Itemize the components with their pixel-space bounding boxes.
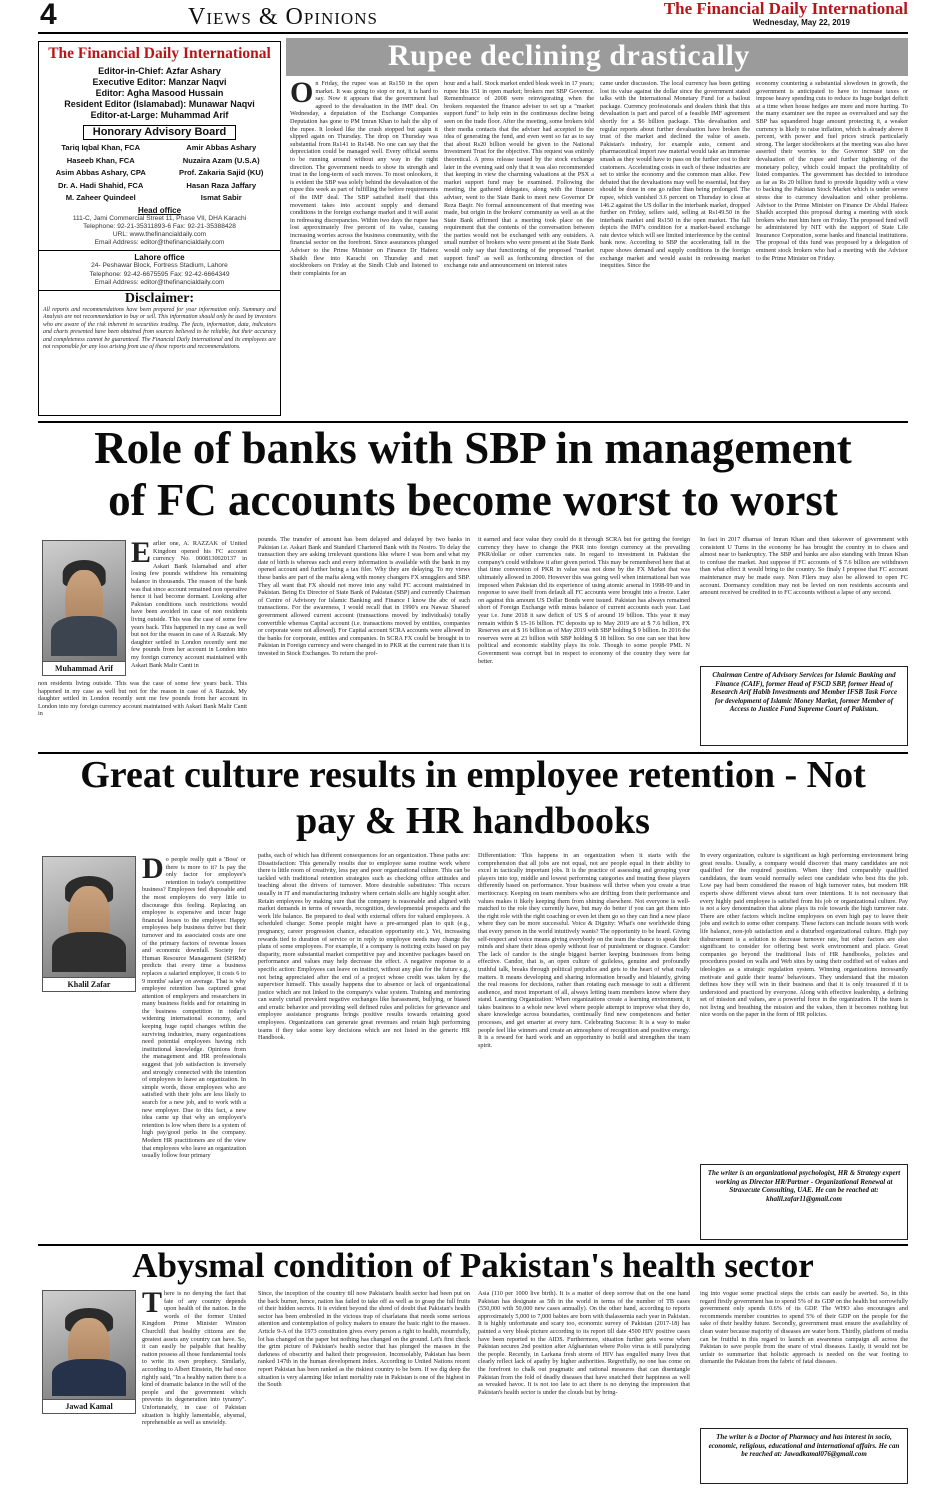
article4-text-4: ing into vogue some practical steps the crisis can easily be averted. So, in this regard firstly government has to spend 5% of its GDP on the health but sorrowfully government only spends 0.6% of its GDP. The WHO also encourages and recommends member countries to spend 5% of their GDP on the people for the sake of their healthy future. Secondly, government must ensure the availability of clean water because majority of diseases are water born. Thirdly, platform of media can be fruitful in this regard to launch an awareness campaign all across the Pakistan to save people from the snare of viral diseases. Lastly, it would not be unfair to summarize that holistic approach is needed on the war footing to dismantle the Pakistan from the fabric of fatal diseases. (700, 1290, 908, 1366)
article1-column-3 (600, 80, 750, 415)
article3-dropcap: D (142, 852, 164, 885)
photo-body (52, 932, 126, 972)
article2-title-line-1: Role of banks with SBP in management (94, 423, 852, 473)
board-member: Tariq Iqbal Khan, FCA (61, 143, 141, 152)
article2-author-bio: Chairman Centre of Advisory Services for Islamic Banking and Finance (CAIF), former Head of FSCD SBP, former Head of Research Arif Habib Investments and Member IFSB Task Force for development of Islamic Money Market, former Member of Access to Justice Fund Supreme Court of Pakistan. (700, 666, 908, 746)
article2-text-1: arlier one, A. RAZZAK of United Kingdom opened his FC account currency No. 0008130020137 in Askari Bank Islamabad and after losing few pounds withdrew his remaining balance in thousands. The reason of the bank was that since account remained non operative hence it had become dormant. Looking after Pakistan conditions such restrictions would have been avoided in case of non residents living outside. This was the case of some few years back. This happened in my case as well but not for the reason in case of A Razzak. My daughter settled in London recently sent me few pounds from her account in London into my foreign currency account maintained with Askari Bank Malir Cantt in (131, 540, 247, 669)
author-name: Jawad Kamal (43, 1399, 135, 1413)
address-line: Email Address: editor@thefinancialdaily.com (94, 239, 225, 247)
article2-text-2: pounds. The transfer of amount has been delayed and delayed by two banks in Pakistan i.e. Askari Bank and Standard Chartered Bank with its Nostro. To delay the transaction they are asking irrelevant questions like where I was born and what my date of birth is whereas each and every information is available with the bank in my opened account and further being a tax filer. Why they are delaying. To my views these banks are part of the mafia along with money changers FX smugglers and SBP. They all want that FX should not move into any valid FC account maintained in Pakistan. Being Ex Director of State Bank of Pakistan (SBP) and currently Chairman of Centre of Advisory for Islamic Banking and Finance I know the abc of such transactions. For the awareness, I would recall that in 1990's era Nawaz Shareef government allowed current account (transactions moved by individuals) totally convertible whereas Capital account (i.e. transactions moved by entities, companies or corporate were not allowed). For Capital account SCRA accounts were allowed in the banks for corporate, entities and companies. In SCRA FX could be brought in to Pakistan in Foreign currency and were changed in to PKR at the current rate than it is invested in Stock Exchanges. To return the prof- (258, 536, 470, 657)
author-photo-khalil-zafar (42, 856, 136, 992)
advisory-board-left (56, 142, 146, 205)
head-office-title: Head office (137, 205, 182, 215)
article3-author-bio: The writer is an organizational psychologist, HR & Strategy expert working as Director HR/Partner - Organizational Renewal at Straxecute Consulting, UAE. He can be reached at: khalil.zafar11@gmail.com (700, 1164, 908, 1240)
article1-column-4 (756, 80, 908, 415)
article4-text-3: Asia (110 per 1000 live birth). It is a matter of deep sorrow that on the one hand Pakistan has designate as 5th in the world in terms of the number of TB cases (550,000 with 50,000 new cases annually). On the other hand, according to reports approximately 5,000 to 7,000 babies are born with thalassemia each year in Pakistan. It is highly unfortunate and scary too, economic survey of Pakistan (2017-18) has painted a very bleak picture according to its report till date 4500 HIV positive cases have been reported to the AIDS. Furthermore, situation further gets worse when Pakistan secures 2nd position after Afghanistan where Polio virus is still paralyzing the people. Recently, in Larkana fresh storm of HIV has engulfed many lives that clearly reflect lack of apathy by higher authorities. Regretfully, no one has come on the forefront to chalk out pragmatic and rational measures that can disentangle Pakistan from the fold of deadly diseases that have snatched their happiness as well as wreaked havoc. It is not too late to act there is no denying the impression that Pakistan's health sector is under the clouds but by bring- (478, 1290, 690, 1396)
article4-column-3 (478, 1290, 690, 1484)
editor-list (39, 66, 280, 121)
article2-column-1-continued (38, 680, 247, 748)
article3-column-4 (700, 852, 908, 1160)
address-line: URL: www.thefinancialdaily.com (112, 230, 207, 238)
advisory-board-right (179, 142, 263, 205)
article2-dropcap: E (131, 536, 152, 569)
article1-title: Rupee declining drastically (388, 39, 750, 72)
address-line: 111-C, Jami Commercial Street 11, Phase VII, DHA Karachi (72, 214, 247, 222)
head-office-address (39, 215, 280, 248)
author-name: Khalil Zafar (43, 977, 135, 991)
address-line: Telephone: 92-21-35311893-6 Fax: 92-21-35388428 (83, 222, 236, 230)
article1-text-2: hour and a half. Stock market ended bleak week in 17 years; rupee hits 151 in open market; brokers met SBP Governor. Remembrance of 2008 were reinvigorating when the brokers requested the finance adviser to set up a "market support fund" to help rein in the continuous decline being seen on the trade floor. After the meeting, some brokers told their media contacts that the adviser had accepted to the idea of generating the fund, and even went so far as to say that about Rs20 billion would be given to the National Investment Trust for the objective. This request was entirely theoretical. A press release issued by the stock exchange later in the evening said only that it was also recommended that keeping in view the charming valuations at the PSX a market support fund may be examined. Following the meeting, the gathered delegates, along with the finance adviser, went to the State Bank to meet new Governor Dr Reza Baqir. No formal announcement of that meeting was made, but origin in the brokers' community as well as at the State Bank affirmed that a meeting took place on the requirement that the contents of the conversation between the parties would not be exchanged with any outsiders. A small number of brokers who were present at the State Bank would only say that functioning of the proposed "market support fund" as well as forthcoming direction of the exchange rate and announcement on interest rates (444, 80, 594, 270)
article1-text-1: n Friday, the rupee was at Rs150 in the open market. It was going to stop or not, it is hard to say. Now it appears that the government had agreed to the devaluation in the IMF deal. On Wednesday, a deputation of the Exchange Companies Deputation has gone to PM Imran Khan to halt the slip of the rupee. It looked like the crash stopped but again it slipped again on Thursday. The drop on Thursday was substantial from Rs141 to Rs148. No one can say that the depreciation could be managed well. Every official seems to be running around without any way in the right direction. The government needs to show its strength and trust in the long-term of such moves. To most onlookers, it is evident the SBP was solely behind the devaluation of the rupee this week as part of fulfilling the before requirements of the IMF deal. The SBP satisfied itself that this movement takes into account supply and demand conditions in the foreign exchange market and it will assist in redressing discrepancies. Within two days the rupee has lost approximately five percent of its value, causing increasing worries across the business community, with the financial sector on the forefront. Since assurances plunged Adviser to the Prime Minister on Finance Dr Hafeez Shaikh flew into Karachi on Thursday and met stockbrokers on Friday at the Sindh Club and listened to their complaints for an (290, 80, 438, 277)
article4-column-1 (142, 1286, 246, 1484)
article2-column-3 (478, 536, 690, 748)
photo-body (52, 1359, 126, 1396)
header-date: Wednesday, May 22, 2019 (752, 18, 850, 27)
article1-column-1 (290, 76, 438, 415)
disclaimer-text: All reports and recommendations have been prepared for your information only. Summary and Analysis are not recommendation to buy or sell. This information should only be used by investors who are aware of the risk inherent in securities trading. The facts, information, data, indicators and charts presented have been obtained from sources believed to be reliable, but their accuracy and completeness cannot be guaranteed. The Financial Daily International and its employees are not responsible for any loss arising from use of these reports and recommendations. (43, 306, 276, 350)
page-header (38, 2, 908, 32)
board-member: Amir Abbas Ashary (186, 143, 257, 152)
article1-title-bar (286, 38, 908, 76)
article3-text-1: o people really quit a 'Boss' or there is more to it? Is pay the only factor for employee's retention in today's competitive business? Employees feel disposable and the most employers do very little to discourage this feeling. Replacing an employee is expensive and incur huge financial losses to the employer. Happy employees help business thrive but their turnover and its associated costs are one of the primary factors of revenue losses and economic downfall. Society for Human Resource Management (SHRM) predicts that every time a business replaces a salaried employee, it costs 6 to 9 months' salary on average. That is why employee retention has captured great attention of employers and researchers in many business fields and for retaining in the business competition in today's widening international economy, and keeping huge rapid changes within the surviving industries, many organizations need potential employees having rich institutional knowledge. Opinions from the management and HR professionals suggest that job satisfaction is inversely and strongly connected with the intention of employees to leave an organization. In simple words, those employees who are satisfied with their jobs are less likely to search for a new job, and to work with a new employer. Due to this fact, a new idea came up that why an employee's retention is low when there is a system of high pay/good perks in the company. Modern HR practitioners are of the view that employees who leave an organization usually follow four primary (142, 856, 246, 1160)
article4-text-1: here is no denying the fact that fate of any country depends upon health of the nation. In the words of the former United Kingdom Prime Minister Winston Churchill that healthy citizens are the greatest assets any country can have. So, it can easily be palpable that healthy nation possess all those fundamental tools to write its own prophecy. Similarly, according to Albert Einstein, He had once rightly said, "In a healthy nation there is a kind of dramatic balance in the will of the people and the government which prevents its degeneration into tyranny". Unfortunately, in case of Pakistan situation is highly lamentable, abysmal, reprehensible as well as unwieldy. (142, 1290, 246, 1427)
article3-column-2 (258, 852, 470, 1242)
article3-column-3 (478, 852, 690, 1242)
section-title: Views & Opinions (188, 4, 378, 30)
disclaimer-title: Disclaimer: (39, 290, 280, 307)
editor-line: Editor-in-Chief: Azfar Ashary (98, 66, 221, 76)
lahore-office-title: Lahore office (39, 250, 280, 262)
article2-text-4: In fact in 2017 dharnas of Imran Khan and then takeover of government with consistent U Turns in the economy he has brought the country in to chaos and almost near to bankruptcy. The SBP and banks are also standing with Imran Khan to confuse the market. Just suppose if FC accounts of $ 7.6 billion are withdrawn than what effect it would bring to the country. So finaly I propose that FC account maintenance may be made easy. Non Filers may also be allowed to open FC account. Dormancy condition may not be levied on non residents accounts and amount received be credited in to FC accounts without a lapse of any second. (700, 536, 908, 597)
editor-line: Editor-at-Large: Muhammad Arif (90, 110, 229, 120)
article3-title-line-2: pay & HR handbooks (296, 800, 650, 842)
article1-column-2 (444, 80, 594, 415)
board-member: Asim Abbas Ashary, CPA (55, 168, 146, 177)
article2-title-line-2: of FC accounts become worst to worst (108, 475, 838, 525)
header-rule (38, 32, 908, 34)
article3-text-3: Differentiation: This happens in an organization when it starts with the comprehension that all jobs are not equal, not are people equal in their ability to excel in tactically important jobs. It is the practice of assessing and grouping your players into top, middle and lowest performing categories and treating these players differently based on performance. Your business will thrive when you create a true meritocracy. Keeping on team members who are drifting from their performance and values makes it likely keeping them from shining elsewhere. Not everyone is well-matched to the role they currently have, but may do better if you can get them into the right role with the right coaching or even let them go so they can find a new place where they can be more successful. Voice & Dignity: What's one worldwide thing that every person in the world intuitively wants? The opportunity to be heard. Giving self-respect and voice means giving everybody on the team the chance to speak their minds and share their ideas openly without fear of punishment or disgrace. Candor: The lack of candor is the single biggest barrier keeping businesses from being effective. Candor, that is, an open culture of guileless, genuine and profoundly truthful talk, breaks through political prejudice and gets to the heart of what really matters. It means developing and sharing information broadly and blatantly, giving the real reasons for decisions, rather than rotating each message to suit a different audience, and most important of all, always letting team members know where they stand. Learning Organization: When organizations create a learning environment, it takes business to a whole new level where people attempt to improve what they do, share knowledge across boundaries, continually find new competences and better processes, and get smarter at every turn. Celebrating Success: It is a way to make people feel like winners and create an atmosphere of recognition and positive energy. It is a reward for hard work and an opportunity to build and strengthen the team spirit. (478, 852, 690, 1049)
article4-text-2: Since, the inception of the country till now Pakistan's health sector had been put on the back burner, hence, nation has failed to take off as well as to grasp the full fruits of their hidden secrets. It is evident beyond the shred of doubt that Pakistan's health sector has been embroiled in the vicious trap of charlatans that needs some serious attention and contemplation of policy makers to ensure the basic right to the masses. Article 9-A of the 1973 constitution gives every person a right to health, mournfully, lot has changed on the paper but nothing has changed on the ground. Let's first check the grim picture of Pakistan's health sector that has plunged the masses in the darkness of obscurity and halted their progression. Inconsolably, Pakistan has been ranked 147th in the human development index. According to United Nations recent report Pakistan has been ranked as the riskiest country to be born. If we dig deep the situation is very alarming like infant mortality rate in Pakistan is one of the highest in the South (258, 1290, 470, 1389)
editor-line: Editor: Agha Masood Hussain (95, 88, 224, 98)
article1-text-4: economy countering a substantial slowdown in growth, the government is anticipated to have to increase taxes or impose heavy spending cuts to reduce its huge budget deficit at a time when house hedges are more and more hurting. To the many examiner see the rupee as overvalued and say the SBP has squandered huge amount protecting it, a weaker currency is likely to raise inflation, which is already above 8 percent, with power and fuel prices struck particularly strong. The larger stockbrokers at the meeting was also have asserted their worries to the Governor SBP on the devaluation of the rupee and further tightening of the monetary policy, which could impact the profitability of listed companies. The government has decided to introduce as far as Rs 20 billion fund to provide liquidity with a view to backing the Pakistan Stock Market which is under severe stress due to currency devaluation and other problems. Advisor to the Prime Minister on Finance Dr Abdul Hafeez Shaikh accepted this proposal during a meeting with stock brokers who met him here on Friday. The proposed fund will be administered by NIT with the support of State Life Insurance Corporation, some banks and financial institutions. The proposal of this fund was proposed by a delegation of eminent stock brokers who had a meeting with the Advisor to the Prime Minister on Friday. (756, 80, 908, 262)
board-member: Dr. A. Hadi Shahid, FCA (58, 180, 144, 190)
article4-column-4 (700, 1290, 908, 1424)
board-member: Hasan Raza Jaffary (186, 180, 257, 190)
article2-column-1 (131, 536, 247, 678)
advisory-board-title: Honorary Advisory Board (83, 125, 236, 140)
photo-body (51, 616, 117, 656)
board-member: Ismat Sabir (200, 193, 242, 202)
article3-column-1 (142, 852, 246, 1160)
board-member: Prof. Zakaria Sajid (KU) (179, 168, 264, 177)
masthead-paper-name: The Financial Daily International (48, 45, 271, 62)
article2-text-1b: non residents living outside. This was the case of some few years back. This happened in my case as well but not for the reason in case of A Razzak. My daughter settled in London recently sent me few pounds from her account in London into my foreign currency account maintained with Askari Bank Malir Cantt in (38, 680, 247, 718)
author-photo-muhammad-arif (42, 540, 126, 676)
header-paper-name: The Financial Daily International (663, 0, 908, 18)
article3-title-line-1: Great culture results in employee retention - Not (80, 754, 866, 796)
article2-text-3: it earned and face value they could do it through SCRA but for getting the foreign currency they have to change the PKR into foreign currency at the prevailing PKR/dollar or other currencies rate. In regard to investment in Pakistan the company's could withdraw it after given period. This may be remembered here that at that time conversion of PKR in value was not done by the FX Market that was ultimately allowed in 2000. However this was going well when international ban was imposed when Pakistan did its experience of using atomic arsenal in 1998-99 and in response to save itself from default all FC accounts were brought into a freeze. Later on against this amount US Dollar Bonds were issued. Pakistan has always remained short of Foreign Exchange with minus balance of current accounts each year. Last year i.e. June 2018 it saw deficit of US $ of around 19 billion. This year it may remain within $ 15-16 billion. FC deposits up to May 2019 are at $ 7.6 billion, FX Reserves are at $ 16 billion as of May 2019 with SBP holding $ 9 billion. In 2016 the reserves were at 23 billion with SBP holding $ 18 billion. So one can see that how political and economic stability plays its role. Though to some people PML N Government was corrupt but in respect to economy of the country they were far better. (478, 536, 690, 665)
address-line: 24- Peshawar Block, Fortress Stadium, Lahore (91, 262, 228, 270)
masthead-box (38, 41, 281, 416)
article4-column-2 (258, 1290, 470, 1484)
address-line: Telephone: 92-42-6675595 Fax: 92-42-6664349 (89, 270, 230, 278)
board-member: Nuzaira Azam (U.S.A) (182, 155, 260, 165)
article3-text-4: In every organization, culture is significant as high performing environment bring great results. Usually, a company would discover that many candidates are not qualified for the required position. When they find comparably qualified candidates, the team would normally select one candidate who best fits the job. Low pay had been considered the reason of high turnover rates, but modern HR experts show different views about turn over intentions. It is not necessary that every highly paid employee is satisfied from his job or organizational culture. Pay is not a key denomination that alone plays its role towards the high turnover rate. There are other factors which incline employees on even high pay to leave their jobs and switch to some other company. These factors can include issues with work life balance, non-job satisfaction and a disturbed organizational culture. High pay disbursement is a solution to decrease turnover rate, but other factors are also significant to consider for offering best work environment and place. Great companies go beyond the traditional lists of HR handbooks, policies and procedures posted on walls and Web sites by using their codified set of values and ideologies as a strategic regulation system. Winning organizations incessantly motivate and guide their teams' behaviours. They understand that the mission defines how they will win in their business and that it is only treasured if it is understood and practiced by everyone. Along with effective leadership, a defining set of mission and values, are a powerful force in the organization. If the team is not living and breathing the mission and the values, then it becomes nothing but nice words on the paper in the form of HR policies. (700, 852, 908, 1019)
author-photo-jawad-kamal (42, 1290, 136, 1414)
article1-dropcap: O (290, 76, 314, 109)
board-member: M. Zaheer Quindeel (65, 193, 136, 202)
article1-text-3: came under discussion. The local currency has been getting lost its value against the dollar since the government stated talks with the International Monetary Fund for a bailout package. Currency professionals and dealers think that this devaluation is part and parcel of a feasible IMF agreement shortly for a $6 billion package. This devaluation and regular reports about further devaluation have broken the trust of the market and declined the value of assets. Pakistan's industry, for example auto, cement and pharmaceutical import raw material would take an immense smash as they would have to pass on the further cost to their customers. Accelerating costs in each of these industries are set to strike the economy and the common man alike. Few debated that the devaluations may well be essential, but they should be done in one go rather than being prolonged. The rupee, which vanished 3.6 percent on Thursday to close at 146.2 against the US dollar in the interbank market, dropped further on Friday, sellers said, selling at Rs149.50 in the interbank market and Rs150 in the open market. The fall depicts the IMF's condition for a market-based exchange rate device which will see limited interference by the central bank now. According to SBP the accelerating fall in the rupee shows demand and supply conditions in the foreign exchange market and would assist in redressing market inequities. Since the (600, 80, 751, 270)
article4-author-bio: The writer is a Doctor of Pharmacy and has interest in socio, economic, religious, educational and international affairs. He can be reached at: Jawadkamal076@gmail.com (700, 1428, 908, 1484)
page-number: 4 (40, 0, 57, 31)
lahore-office-address (39, 262, 280, 287)
board-member: Haseeb Khan, FCA (66, 155, 135, 165)
article3-text-2: paths, each of which has different consequences for an organization. These paths are: Dissatisfaction: This generally results due to employee same routine work where there is little room of creativity, less pay and poor organizational culture. This can be tackled with traditional retention strategies such as checking office attitudes and teaching about the drivers of turnover. More desirable substitutes: This occurs usually in IT and manufacturing industry where certain skills are highly sought after. Retain employees by making sure that the company is reasonable and aligned with market demands in terms of rewards, recognition, developmental prospects and the work life balance. Be prepared to deal with external offers for valued employees. A scheduled change: Some people might have a pre-arranged plan to quit (e.g., pregnancy, career progression chance, education opportunity etc.). Yet, increasing rewards tied to duration of service or in reply to employee needs may change the plans of some employees. For example, if a company is noticing exits based on pay disparity, more substantial market competitive pay and incentive packages based on performance and values may help decrease the effect. A negative response to a specific action: Employees can leave on instinct, without any plan for the future e.g., not being appreciated after the end of a project whose credit was taken by the supervisor himself. This usually happens due to absence or lack of organizational justice which are not linked to the company's value system. Training and mentoring can surely curtail prevalent negative exchanges like harassment, bullying, or biased and erratic behavior and providing well defined rules and policies for grievance and employee assistance programs brings positive results towards retaining good employees. Organizations can generate great revenues and retain high performing teams if they take some key decisions which are not listed in the generic HR Handbook. (258, 852, 470, 1042)
article4-dropcap: T (142, 1286, 163, 1319)
article2-column-4 (700, 536, 908, 664)
editor-line: Resident Editor (Islamabad): Munawar Naqvi (64, 99, 255, 109)
article4-title: Abysmal condition of Pakistan's health sector (132, 1246, 814, 1285)
article2-column-2 (258, 536, 470, 748)
author-name: Muhammad Arif (43, 661, 125, 675)
address-line: Email Address: editor@thefinancialdaily.com (94, 278, 225, 286)
editor-line: Executive Editor: Manzar Naqvi (92, 77, 227, 87)
advisory-board (39, 142, 280, 205)
